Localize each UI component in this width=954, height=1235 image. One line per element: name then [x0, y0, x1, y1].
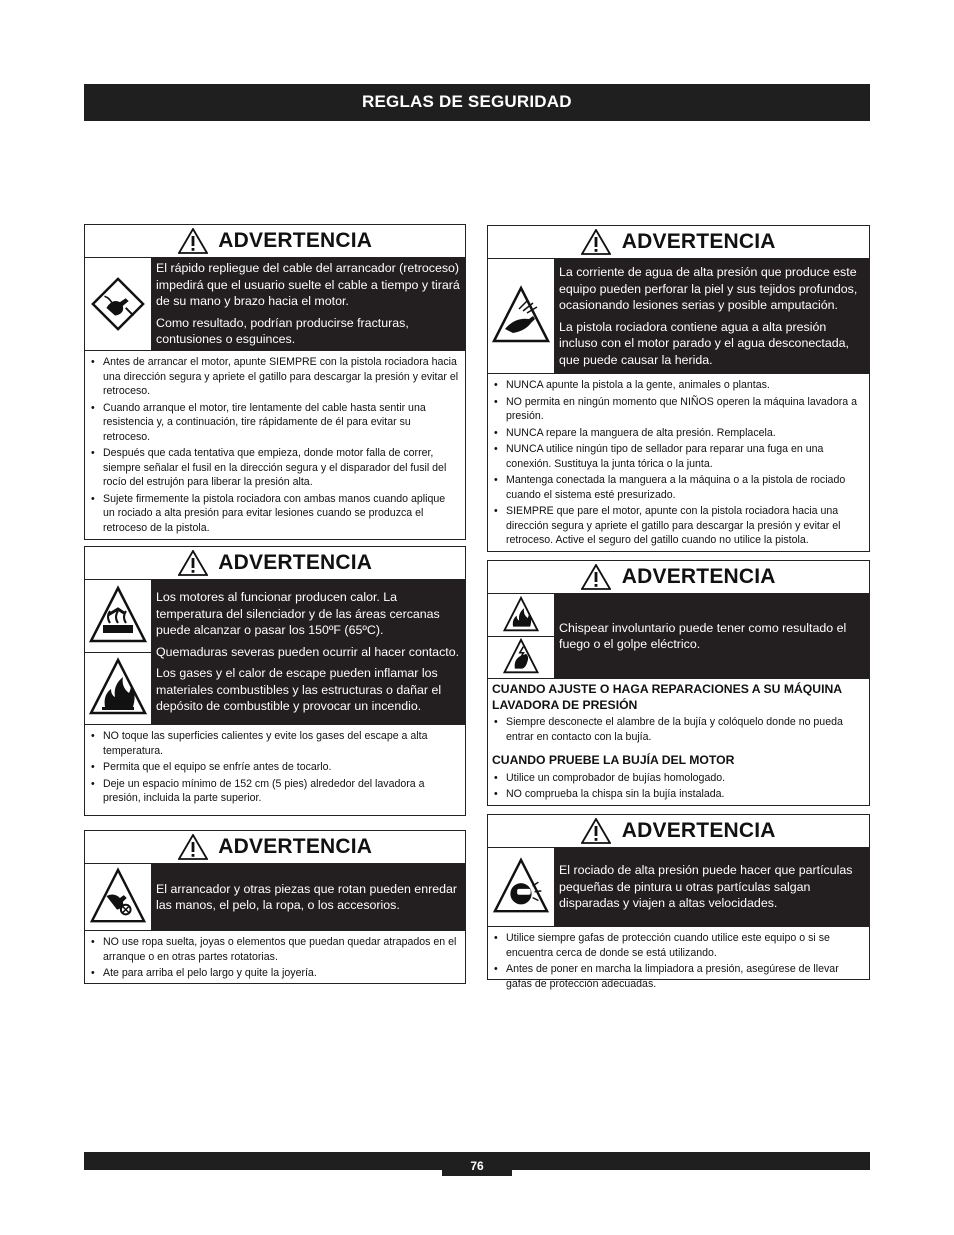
hazard-paragraph: Los motores al funcionar producen calor. La temperatura del silenciador y de las áreas cercanas puede alcanzar o pasar los 150ºF (65ºC).: [156, 590, 440, 638]
bullet-list: [85, 724, 465, 812]
warning-title: [85, 831, 465, 864]
hazard-panel: [488, 848, 869, 926]
fire-hazard-icon: [85, 652, 151, 725]
warning-title: [488, 226, 869, 259]
list-item: • NUNCA apunte la pistola a la gente, animales o plantas.: [506, 378, 863, 393]
list-item: • NO comprueba la chispa sin la bujía instalada.: [506, 787, 863, 802]
hazard-panel: [85, 258, 465, 350]
hazard-panel: [488, 259, 869, 373]
list-item: • Mantenga conectada la manguera a la máquina o a la pistola de rociado cuando el sistema esté presurizado.: [506, 473, 863, 502]
hazard-paragraph: El rociado de alta presión puede hacer que partículas pequeñas de pintura u otras partículas salgan disparadas y viajen a altas velocidades.: [559, 863, 853, 911]
pictogram-column: [85, 258, 152, 350]
hazard-paragraph: Quemaduras severas pueden ocurrir al hacer contacto.: [156, 644, 460, 659]
warning-box-sparks: [487, 560, 870, 806]
hazard-text: [152, 580, 465, 724]
hazard-text: [152, 864, 465, 930]
list-item: • Siempre desconecte el alambre de la bujía y colóquelo donde no pueda entrar en contacto con la bujía.: [506, 715, 863, 744]
warning-box-injection: [487, 225, 870, 552]
list-item: • Después que cada tentativa que empieza, donde motor falla de correr, siempre señalar el fusil en la dirección segura y el disparador del fusil del rocío del estrujón para liberar la presión alta.: [103, 446, 459, 490]
hazard-panel: [85, 864, 465, 930]
injection-hazard-icon: [488, 259, 554, 373]
list-item: • Sujete firmemente la pistola rociadora con ambas manos cuando aplique un rociado a alta presión para evitar lesiones cuando se produzca el retroceso de la pistola.: [103, 492, 459, 536]
warning-title-text: ADVERTENCIA: [621, 565, 776, 588]
pictogram-column: [488, 594, 555, 678]
warning-title: [85, 225, 465, 258]
list-item: • NO toque las superficies calientes y evite los gases del escape a alta temperatura.: [103, 729, 459, 758]
warning-triangle-icon: [178, 550, 208, 576]
warning-title-text: ADVERTENCIA: [218, 835, 373, 858]
warning-triangle-icon: [581, 818, 611, 844]
hazard-paragraph: Chispear involuntario puede tener como resultado el fuego o el golpe eléctrico.: [559, 620, 847, 651]
bullet-list: [488, 373, 869, 554]
warning-title-text: ADVERTENCIA: [621, 230, 776, 253]
list-item: • NUNCA utilice ningún tipo de sellador para reparar una fuga en una conexión. Sustituya la junta tórica o la junta.: [506, 442, 863, 471]
list-item: • Ate para arriba el pelo largo y quite la joyería.: [103, 966, 459, 981]
warning-box-entanglement: [84, 830, 466, 984]
warning-triangle-icon: [581, 564, 611, 590]
pictogram-column: [85, 580, 152, 724]
right-column: [487, 225, 870, 990]
list-item: • Deje un espacio mínimo de 152 cm (5 pies) alrededor del lavadora a presión, incluida la parte superior.: [103, 777, 459, 806]
bullet-list: [488, 769, 869, 808]
list-item: • Cuando arranque el motor, tire lentamente del cable hasta sentir una resistencia y, a continuación, tire rápidamente de él para evitar su retroceso.: [103, 401, 459, 445]
hazard-paragraph: La pistola rociadora contiene agua a alta presión incluso con el motor parado y el agua desconectada, que puede causar la herida.: [559, 319, 849, 367]
hazard-text: [555, 848, 869, 926]
eye-protection-icon: [488, 848, 554, 926]
section-heading: CUANDO AJUSTE O HAGA REPARACIONES A SU MÁQUINA LAVADORA DE PRESIÓN: [492, 682, 842, 712]
hazard-text: [555, 259, 869, 373]
list-item: • Utilice siempre gafas de protección cuando utilice este equipo o si se encuentra cerca de donde se está utilizando.: [506, 931, 863, 960]
recoil-hazard-icon: [85, 258, 151, 350]
hot-surface-icon: [85, 580, 151, 652]
page-number: 76: [442, 1152, 512, 1176]
header-bar: [84, 84, 870, 121]
entanglement-hazard-icon: [85, 864, 151, 930]
hazard-paragraph: Los gases y el calor de escape pueden inflamar los materiales combustibles y las estructuras o dañar el depósito de combustible y provocar un incendio.: [156, 666, 442, 714]
fire-hazard-icon: [488, 594, 554, 636]
warning-triangle-icon: [581, 229, 611, 255]
list-item: • Permita que el equipo se enfríe antes de tocarlo.: [103, 760, 459, 775]
section-heading: CUANDO PRUEBE LA BUJÍA DEL MOTOR: [492, 753, 735, 767]
hazard-panel: [85, 580, 465, 724]
hazard-text: [555, 594, 869, 678]
bullet-list: [488, 926, 869, 997]
list-item: • NO use ropa suelta, joyas o elementos que puedan quedar atrapados en el arranque o en otras partes rotatorias.: [103, 935, 459, 964]
warning-box-eye-protection: [487, 814, 870, 990]
warning-title-text: ADVERTENCIA: [218, 551, 373, 574]
bullet-list: [85, 930, 465, 987]
hazard-paragraph: El arrancador y otras piezas que rotan pueden enredar las manos, el pelo, la ropa, o los accesorios.: [156, 881, 458, 912]
left-column: [84, 224, 466, 984]
pictogram-column: [85, 864, 152, 930]
warning-box-recoil: [84, 224, 466, 540]
warning-triangle-icon: [178, 834, 208, 860]
hazard-paragraph: La corriente de agua de alta presión que produce este equipo pueden perforar la piel y sus tejidos profundos, ocasionando lesiones serias y posible amputación.: [559, 265, 858, 312]
list-item: • NUNCA repare la manguera de alta presión. Remplacela.: [506, 426, 863, 441]
hazard-text: [152, 258, 465, 350]
warning-title: [488, 815, 869, 848]
pictogram-column: [488, 848, 555, 926]
hazard-paragraph: El rápido repliegue del cable del arrancador (retroceso) impedirá que el usuario suelte el cable a tiempo y tirará de su mano y brazo hacia el motor.: [156, 261, 460, 309]
bullet-list: [85, 350, 465, 541]
electric-shock-icon: [488, 636, 554, 679]
hazard-paragraph: Como resultado, podrían producirse fracturas, contusiones o esguinces.: [156, 315, 409, 347]
warning-triangle-icon: [178, 228, 208, 254]
list-item: • SIEMPRE que pare el motor, apunte con la pistola rociadora hacia una dirección segura y apriete el gatillo para descargar la presión y evitar el retroceso. Active el seguro del gatillo cuando no utilice la pistola.: [506, 504, 863, 548]
instructions-section: [488, 678, 869, 808]
page-title: REGLAS DE SEGURIDAD: [362, 92, 572, 111]
bullet-list: [488, 713, 869, 750]
warning-box-hot-surface: [84, 546, 466, 816]
list-item: • Utilice un comprobador de bujías homologado.: [506, 771, 863, 786]
warning-title: [488, 561, 869, 594]
warning-title-text: ADVERTENCIA: [621, 819, 776, 842]
list-item: • NO permita en ningún momento que NIÑOS operen la máquina lavadora a presión.: [506, 395, 863, 424]
warning-title: [85, 547, 465, 580]
list-item: • Antes de arrancar el motor, apunte SIEMPRE con la pistola rociadora hacia una dirección segura y apriete el gatillo para descargar la presión y evitar el retroceso.: [103, 355, 459, 399]
pictogram-column: [488, 259, 555, 373]
hazard-panel: [488, 594, 869, 678]
list-item: • Antes de poner en marcha la limpiadora a presión, asegúrese de llevar gafas de protección adecuadas.: [506, 962, 863, 991]
warning-title-text: ADVERTENCIA: [218, 229, 373, 252]
